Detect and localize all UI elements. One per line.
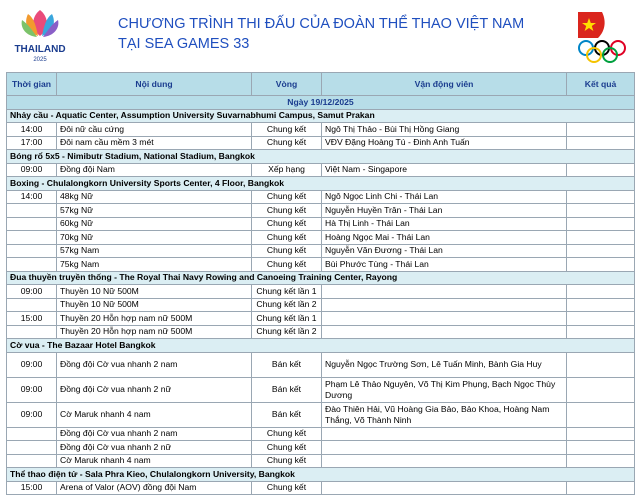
- row-event: Thuyền 10 Nữ 500M: [57, 285, 252, 299]
- row-result: [567, 427, 635, 441]
- row-result: [567, 441, 635, 455]
- row-round: Chung kết lần 1: [252, 312, 322, 326]
- row-event: Đồng đội Cờ vua nhanh 2 nam: [57, 427, 252, 441]
- row-round: Xếp hạng: [252, 163, 322, 177]
- day-row: [7, 96, 635, 110]
- title-line-1: CHƯƠNG TRÌNH THI ĐẤU CỦA ĐOÀN THỂ THAO VIỆT NAM: [118, 16, 525, 32]
- row-athletes: Phạm Lê Thảo Nguyên, Võ Thị Kim Phụng, Bạch Ngọc Thùy Dương: [322, 377, 567, 402]
- row-time: [7, 217, 57, 231]
- row-result: [567, 454, 635, 468]
- row-round: Chung kết: [252, 136, 322, 150]
- table-row: [7, 402, 635, 427]
- row-time: [7, 325, 57, 339]
- venue-label: Đua thuyền truyền thống - The Royal Thai Navy Rowing and Canoeing Training Center, Rayong: [7, 271, 635, 285]
- row-time: [7, 204, 57, 218]
- table-row: [7, 377, 635, 402]
- row-result: [567, 190, 635, 204]
- row-athletes: Đào Thiên Hải, Vũ Hoàng Gia Bảo, Bảo Khoa, Hoàng Nam Thắng, Võ Thành Ninh: [322, 402, 567, 427]
- row-athletes: [322, 298, 567, 312]
- table-row: [7, 441, 635, 455]
- table-row: [7, 123, 635, 137]
- row-athletes: Nguyễn Ngọc Trường Sơn, Lê Tuấn Minh, Bành Gia Huy: [322, 352, 567, 377]
- row-result: [567, 402, 635, 427]
- table-row: [7, 298, 635, 312]
- venue-row: [7, 177, 635, 191]
- venue-row: [7, 109, 635, 123]
- row-round: Chung kết: [252, 427, 322, 441]
- row-athletes: Việt Nam - Singapore: [322, 163, 567, 177]
- row-event: Đồng đội Cờ vua nhanh 2 nữ: [57, 441, 252, 455]
- row-athletes: Nguyễn Huyền Trân - Thái Lan: [322, 204, 567, 218]
- row-round: Chung kết: [252, 441, 322, 455]
- row-round: Chung kết: [252, 217, 322, 231]
- row-result: [567, 298, 635, 312]
- row-result: [567, 231, 635, 245]
- row-event: Đồng đội Cờ vua nhanh 2 nữ: [57, 377, 252, 402]
- venue-row: [7, 271, 635, 285]
- col-result: Kết quả: [567, 73, 635, 96]
- table-row: [7, 204, 635, 218]
- table-row: [7, 231, 635, 245]
- schedule-table: [6, 72, 635, 495]
- row-time: [7, 454, 57, 468]
- row-time: 14:00: [7, 123, 57, 137]
- page-title: [118, 14, 538, 54]
- row-event: Đôi nam cầu mềm 3 mét: [57, 136, 252, 150]
- table-row: [7, 136, 635, 150]
- venue-label: Boxing - Chulalongkorn University Sports Center, 4 Floor, Bangkok: [7, 177, 635, 191]
- row-event: Thuyền 20 Hỗn hợp nam nữ 500M: [57, 312, 252, 326]
- row-result: [567, 217, 635, 231]
- row-round: Chung kết: [252, 244, 322, 258]
- row-time: 17:00: [7, 136, 57, 150]
- row-round: Chung kết lần 2: [252, 298, 322, 312]
- col-time: Thời gian: [7, 73, 57, 96]
- col-round: Vòng: [252, 73, 322, 96]
- row-athletes: Hoàng Ngọc Mai - Thái Lan: [322, 231, 567, 245]
- page-header: [0, 0, 640, 68]
- venue-row: [7, 468, 635, 482]
- logo-left-text: THAILAND: [14, 44, 66, 55]
- row-event: Đồng đội Nam: [57, 163, 252, 177]
- table-row: [7, 352, 635, 377]
- table-row: [7, 258, 635, 272]
- row-event: 57kg Nam: [57, 244, 252, 258]
- row-round: Bán kết: [252, 377, 322, 402]
- row-event: 70kg Nữ: [57, 231, 252, 245]
- row-athletes: Ngô Thị Thảo - Bùi Thị Hồng Giang: [322, 123, 567, 137]
- row-result: [567, 377, 635, 402]
- venue-row: [7, 339, 635, 353]
- row-event: 57kg Nữ: [57, 204, 252, 218]
- table-row: [7, 325, 635, 339]
- row-athletes: VĐV Đặng Hoàng Tú - Đinh Anh Tuấn: [322, 136, 567, 150]
- row-time: 09:00: [7, 402, 57, 427]
- row-athletes: [322, 312, 567, 326]
- row-round: Chung kết: [252, 231, 322, 245]
- day-label: Ngày 19/12/2025: [7, 96, 635, 110]
- table-row: [7, 427, 635, 441]
- row-result: [567, 244, 635, 258]
- table-row: [7, 312, 635, 326]
- row-time: [7, 231, 57, 245]
- sea-games-logo-icon: [10, 6, 70, 64]
- row-round: Chung kết: [252, 123, 322, 137]
- row-time: [7, 427, 57, 441]
- row-result: [567, 163, 635, 177]
- row-round: Chung kết: [252, 454, 322, 468]
- row-athletes: [322, 454, 567, 468]
- vietnam-olympic-logo-icon: [572, 10, 632, 65]
- col-athletes: Vận động viên: [322, 73, 567, 96]
- row-athletes: [322, 481, 567, 495]
- row-time: 15:00: [7, 312, 57, 326]
- row-athletes: [322, 325, 567, 339]
- row-athletes: Hà Thị Linh - Thái Lan: [322, 217, 567, 231]
- table-row: [7, 163, 635, 177]
- row-event: 75kg Nam: [57, 258, 252, 272]
- row-time: [7, 298, 57, 312]
- row-round: Chung kết: [252, 481, 322, 495]
- row-round: Bán kết: [252, 352, 322, 377]
- row-result: [567, 258, 635, 272]
- row-event: Arena of Valor (AOV) đồng đội Nam: [57, 481, 252, 495]
- row-athletes: Bùi Phước Tùng - Thái Lan: [322, 258, 567, 272]
- row-event: 60kg Nữ: [57, 217, 252, 231]
- logo-left-year: 2025: [33, 57, 47, 63]
- table-row: [7, 217, 635, 231]
- row-athletes: [322, 441, 567, 455]
- row-athletes: Nguyễn Văn Đương - Thái Lan: [322, 244, 567, 258]
- row-event: Thuyền 20 Hỗn hợp nam nữ 500M: [57, 325, 252, 339]
- row-athletes: [322, 285, 567, 299]
- title-line-2: TẠI SEA GAMES 33: [118, 36, 250, 52]
- row-event: Cờ Maruk nhanh 4 nam: [57, 402, 252, 427]
- row-result: [567, 123, 635, 137]
- venue-row: [7, 150, 635, 164]
- row-event: Cờ Maruk nhanh 4 nam: [57, 454, 252, 468]
- row-result: [567, 204, 635, 218]
- row-event: Đồng đội Cờ vua nhanh 2 nam: [57, 352, 252, 377]
- row-event: 48kg Nữ: [57, 190, 252, 204]
- row-round: Chung kết: [252, 204, 322, 218]
- row-athletes: Ngô Ngọc Linh Chi - Thái Lan: [322, 190, 567, 204]
- row-round: Chung kết: [252, 190, 322, 204]
- row-round: Chung kết: [252, 258, 322, 272]
- row-result: [567, 481, 635, 495]
- row-result: [567, 285, 635, 299]
- row-result: [567, 312, 635, 326]
- row-event: Đôi nữ cầu cứng: [57, 123, 252, 137]
- row-result: [567, 325, 635, 339]
- table-row: [7, 190, 635, 204]
- table-row: [7, 244, 635, 258]
- table-row: [7, 481, 635, 495]
- col-event: Nội dung: [57, 73, 252, 96]
- row-round: Chung kết lần 1: [252, 285, 322, 299]
- row-result: [567, 352, 635, 377]
- venue-label: Thể thao điện tử - Sala Phra Kieo, Chulalongkorn University, Bangkok: [7, 468, 635, 482]
- row-time: 09:00: [7, 285, 57, 299]
- row-result: [567, 136, 635, 150]
- table-row: [7, 454, 635, 468]
- row-time: 15:00: [7, 481, 57, 495]
- table-row: [7, 285, 635, 299]
- row-round: Chung kết lần 2: [252, 325, 322, 339]
- row-time: [7, 441, 57, 455]
- row-time: 14:00: [7, 190, 57, 204]
- row-time: 09:00: [7, 352, 57, 377]
- row-athletes: [322, 427, 567, 441]
- row-time: [7, 258, 57, 272]
- venue-label: Nhảy cầu - Aquatic Center, Assumption University Suvarnabhumi Campus, Samut Prakan: [7, 109, 635, 123]
- venue-label: Bóng rổ 5x5 - Nimibutr Stadium, National Stadium, Bangkok: [7, 150, 635, 164]
- row-round: Bán kết: [252, 402, 322, 427]
- row-time: [7, 244, 57, 258]
- row-time: 09:00: [7, 377, 57, 402]
- row-time: 09:00: [7, 163, 57, 177]
- venue-label: Cờ vua - The Bazaar Hotel Bangkok: [7, 339, 635, 353]
- row-event: Thuyền 10 Nữ 500M: [57, 298, 252, 312]
- table-header-row: [7, 73, 635, 96]
